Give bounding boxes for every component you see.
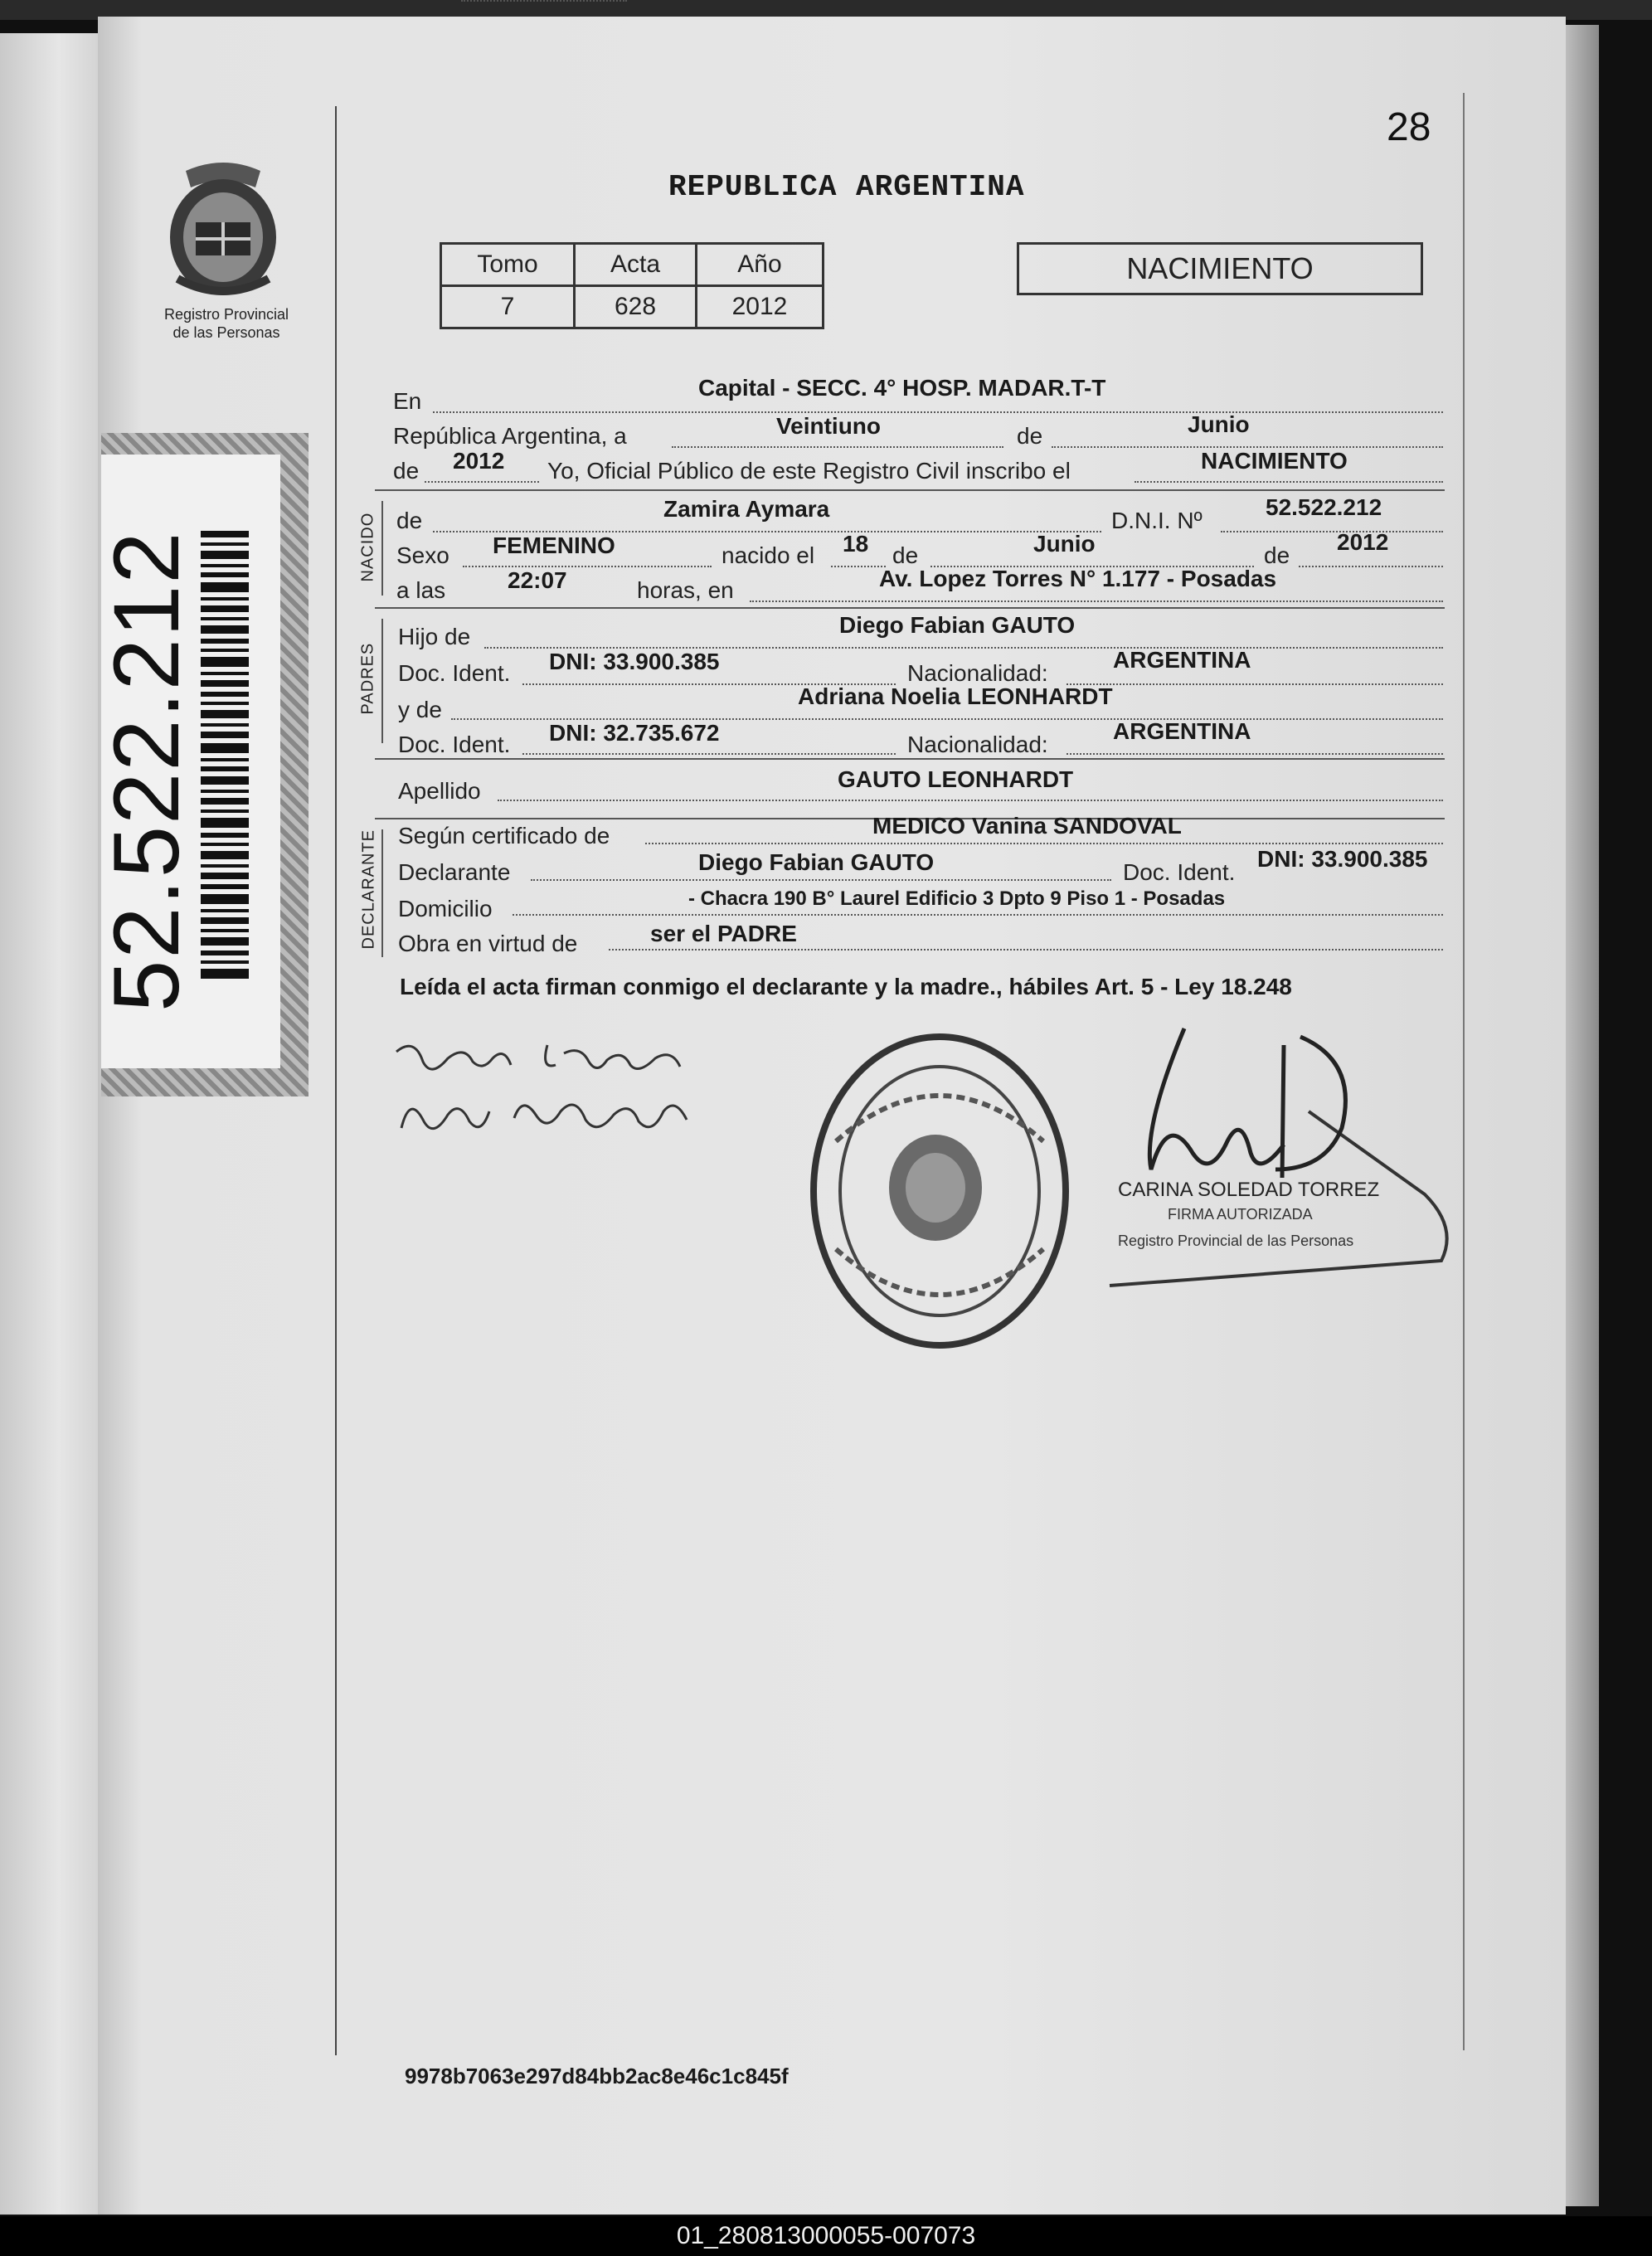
de-anio-label: de	[393, 458, 420, 484]
apellido-value: GAUTO LEONHARDT	[838, 766, 1074, 792]
en-line	[433, 411, 1443, 413]
madre-dni-value: DNI: 32.735.672	[549, 720, 720, 746]
logo-caption: Registro Provincial de las Personas	[163, 306, 289, 341]
padres-section-bar	[381, 619, 383, 743]
register-table-values	[441, 286, 824, 328]
declarante-section-bar	[381, 829, 383, 957]
inscribo-label: Yo, Oficial Público de este Registro Civil inscribo el	[547, 458, 1071, 484]
page-edge	[1566, 25, 1599, 2206]
madre-nac-value: ARGENTINA	[1113, 718, 1251, 744]
madre-dni-line	[522, 753, 896, 755]
certificado-line	[645, 843, 1443, 844]
barcode-number: 52.522.212	[95, 530, 198, 1012]
nacido-de-anio-label: de	[1264, 542, 1290, 568]
lugar-value: Av. Lopez Torres N° 1.177 - Posadas	[879, 566, 1277, 591]
a-las-label: a las	[396, 577, 446, 603]
document-hash: 9978b7063e297d84bb2ac8e46c1c845f	[405, 2064, 789, 2088]
frame-left-rule	[335, 106, 337, 2055]
sexo-label: Sexo	[396, 542, 449, 568]
certificado-value: MEDICO Vanina SANDOVAL	[872, 813, 1182, 839]
obra-label: Obra en virtud de	[398, 931, 578, 956]
dni-label: D.N.I. Nº	[1111, 508, 1203, 533]
padre-doc-label: Doc. Ident.	[398, 660, 511, 686]
padre-value: Diego Fabian GAUTO	[839, 612, 1076, 638]
madre-doc-label: Doc. Ident.	[398, 732, 511, 757]
authorized-signature-stamp	[1093, 1012, 1458, 1294]
tomo-value: 7	[441, 286, 575, 328]
madre-value: Adriana Noelia LEONHARDT	[798, 683, 1113, 709]
de-nombre-label: de	[396, 508, 423, 533]
sexo-value: FEMENINO	[493, 532, 615, 558]
nac-dia-value: 18	[843, 531, 869, 557]
stamp-role: FIRMA AUTORIZADA	[1168, 1206, 1313, 1223]
horas-en-label: horas, en	[637, 577, 734, 603]
nac-anio-value: 2012	[1337, 529, 1389, 555]
padres-section-label: PADRES	[358, 642, 377, 715]
de-mes-label: de	[1017, 423, 1043, 449]
en-value: Capital - SECC. 4° HOSP. MADAR.T-T	[698, 375, 1106, 401]
acta-header: Acta	[575, 244, 697, 286]
declarante-value: Diego Fabian GAUTO	[698, 849, 935, 875]
scan-footer-id: 01_280813000055-007073	[0, 2216, 1652, 2256]
acta-value: 628	[575, 286, 697, 328]
hora-value: 22:07	[508, 567, 567, 593]
declarante-line	[531, 879, 1111, 881]
hora-line	[461, 0, 627, 2]
declarante-doc-label: Doc. Ident.	[1123, 859, 1236, 885]
anio-value: 2012	[697, 286, 824, 328]
page-number: 28	[1387, 105, 1431, 149]
nacido-section-label: NACIDO	[358, 512, 377, 582]
obra-line	[609, 949, 1443, 951]
register-table	[440, 242, 824, 329]
padre-nac-value: ARGENTINA	[1113, 647, 1251, 673]
sexo-line	[463, 566, 712, 567]
reading-statement: Leída el acta firman conmigo el declarante y la madre., hábiles Art. 5 - Ley 18.248	[400, 974, 1292, 999]
nac-mes-value: Junio	[1033, 531, 1096, 557]
apellido-line	[498, 800, 1443, 801]
hijo-de-label: Hijo de	[398, 624, 471, 649]
province-seal-icon	[153, 154, 294, 304]
frame-right-rule	[1463, 93, 1465, 2050]
declarante-dni-value: DNI: 33.900.385	[1257, 846, 1428, 872]
anio-line	[425, 481, 539, 483]
section-divider-1	[375, 489, 1445, 491]
y-de-label: y de	[398, 697, 442, 722]
nac-anio-line	[1299, 566, 1443, 567]
obra-value: ser el PADRE	[650, 921, 797, 946]
declarante-section-label: DECLARANTE	[359, 829, 378, 950]
madre-nacionalidad-label: Nacionalidad:	[907, 732, 1048, 757]
dni-value: 52.522.212	[1266, 494, 1382, 520]
record-type-box: NACIMIENTO	[1017, 242, 1423, 295]
section-divider-2	[375, 607, 1445, 609]
nacido-section-bar	[381, 501, 383, 596]
nacido-el-label: nacido el	[722, 542, 815, 568]
domicilio-line	[513, 914, 1443, 916]
tomo-header: Tomo	[441, 244, 575, 286]
domicilio-value: - Chacra 190 B° Laurel Edificio 3 Dpto 9 Piso 1 - Posadas	[688, 887, 1226, 910]
padre-nacionalidad-label: Nacionalidad:	[907, 660, 1048, 686]
document-title: REPUBLICA ARGENTINA	[668, 170, 1025, 204]
nombre-value: Zamira Aymara	[663, 496, 830, 522]
barcode-icon	[201, 531, 249, 979]
anio-header: Año	[697, 244, 824, 286]
mes-value: Junio	[1188, 411, 1250, 437]
declarante-label: Declarante	[398, 859, 511, 885]
padre-dni-value: DNI: 33.900.385	[549, 649, 720, 674]
dia-line	[672, 446, 1003, 448]
stamp-office: Registro Provincial de las Personas	[1118, 1233, 1354, 1249]
padre-nac-line	[1067, 683, 1443, 685]
republica-label: República Argentina, a	[393, 423, 627, 449]
handwritten-signatures	[390, 1028, 738, 1161]
nac-dia-line	[831, 566, 886, 567]
inscribo-line	[1135, 481, 1443, 483]
nacido-de-mes-label: de	[892, 542, 919, 568]
section-divider-3	[375, 758, 1445, 760]
madre-nac-line	[1067, 753, 1443, 755]
inscribo-value: NACIMIENTO	[1201, 448, 1348, 474]
en-label: En	[393, 388, 422, 414]
domicilio-label: Domicilio	[398, 896, 493, 921]
anio-value: 2012	[453, 448, 505, 474]
register-table-header	[441, 244, 824, 286]
apellido-label: Apellido	[398, 778, 481, 804]
dia-value: Veintiuno	[776, 413, 881, 439]
left-page	[0, 33, 98, 2215]
lugar-line	[750, 600, 1443, 602]
official-round-stamp-icon	[803, 1025, 1076, 1357]
dni-line	[1221, 531, 1443, 532]
stamp-name: CARINA SOLEDAD TORREZ	[1118, 1179, 1380, 1201]
certificado-label: Según certificado de	[398, 823, 610, 848]
